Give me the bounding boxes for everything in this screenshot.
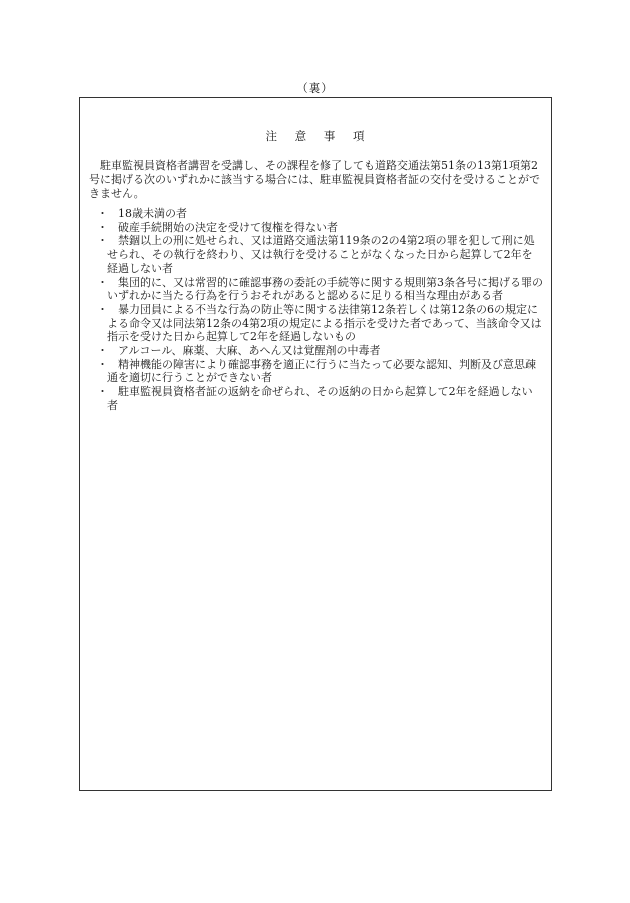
list-item [80,385,543,412]
list-item [80,344,543,358]
bullet-icon: ・ [97,234,108,248]
list-item [80,207,543,221]
list-item-text: アルコール、麻薬、大麻、あへん又は覚醒剤の中毒者 [118,344,381,358]
disqualification-list [80,207,543,413]
notice-frame [79,97,552,791]
list-item [80,234,543,275]
list-item [80,221,543,235]
bullet-icon: ・ [97,207,108,220]
list-item [80,358,543,385]
bullet-icon: ・ [97,344,108,358]
list-item-text: 集団的に、又は常習的に確認事務の委託の手続等に関する規則第3条各号に掲げる罪のいずれかに当たる行為を行うおそれがあると認めるに足りる相当な理由がある者 [107,275,543,303]
bullet-icon: ・ [97,357,108,371]
list-item-text: 18歳未満の者 [118,207,187,220]
list-item-text: 禁錮以上の刑に処せられ、又は道路交通法第119条の2の4第2項の罪を犯して刑に処せられ、その執行を終わり、又は執行を受けることがなくなった日から起算して2年を経過しない者 [107,234,535,275]
list-item-text: 精神機能の障害により確認事務を適正に行うに当たって必要な認知、判断及び意思疎通を適切に行うことができない者 [107,357,536,385]
list-item [80,276,543,303]
notice-heading: 注 意 事 項 [265,129,366,143]
list-item-text: 駐車監視員資格者証の返納を命ぜられ、その返納の日から起算して2年を経過しない者 [107,385,533,412]
bullet-icon: ・ [97,302,108,316]
list-item-text: 暴力団員による不当な行為の防止等に関する法律第12条若しくは第12条の6の規定による命令又は同法第12条の4第2項の規定による指示を受けた者であって、当該命令又は指示を受けた日から起算して2年を経過しないもの [107,302,542,344]
intro-paragraph: 駐車監視員資格者講習を受講し、その課程を修了しても道路交通法第51条の13第1項第2号に掲げる次のいずれかに該当する場合には、駐車監視員資格者証の交付を受けることができません。 [89,159,540,200]
list-item-text: 破産手続開始の決定を受けて復権を得ない者 [118,220,338,234]
bullet-icon: ・ [97,220,108,234]
list-item [80,303,543,344]
reverse-side-label: （裏） [296,81,334,95]
bullet-icon: ・ [97,275,108,289]
bullet-icon: ・ [97,385,108,399]
